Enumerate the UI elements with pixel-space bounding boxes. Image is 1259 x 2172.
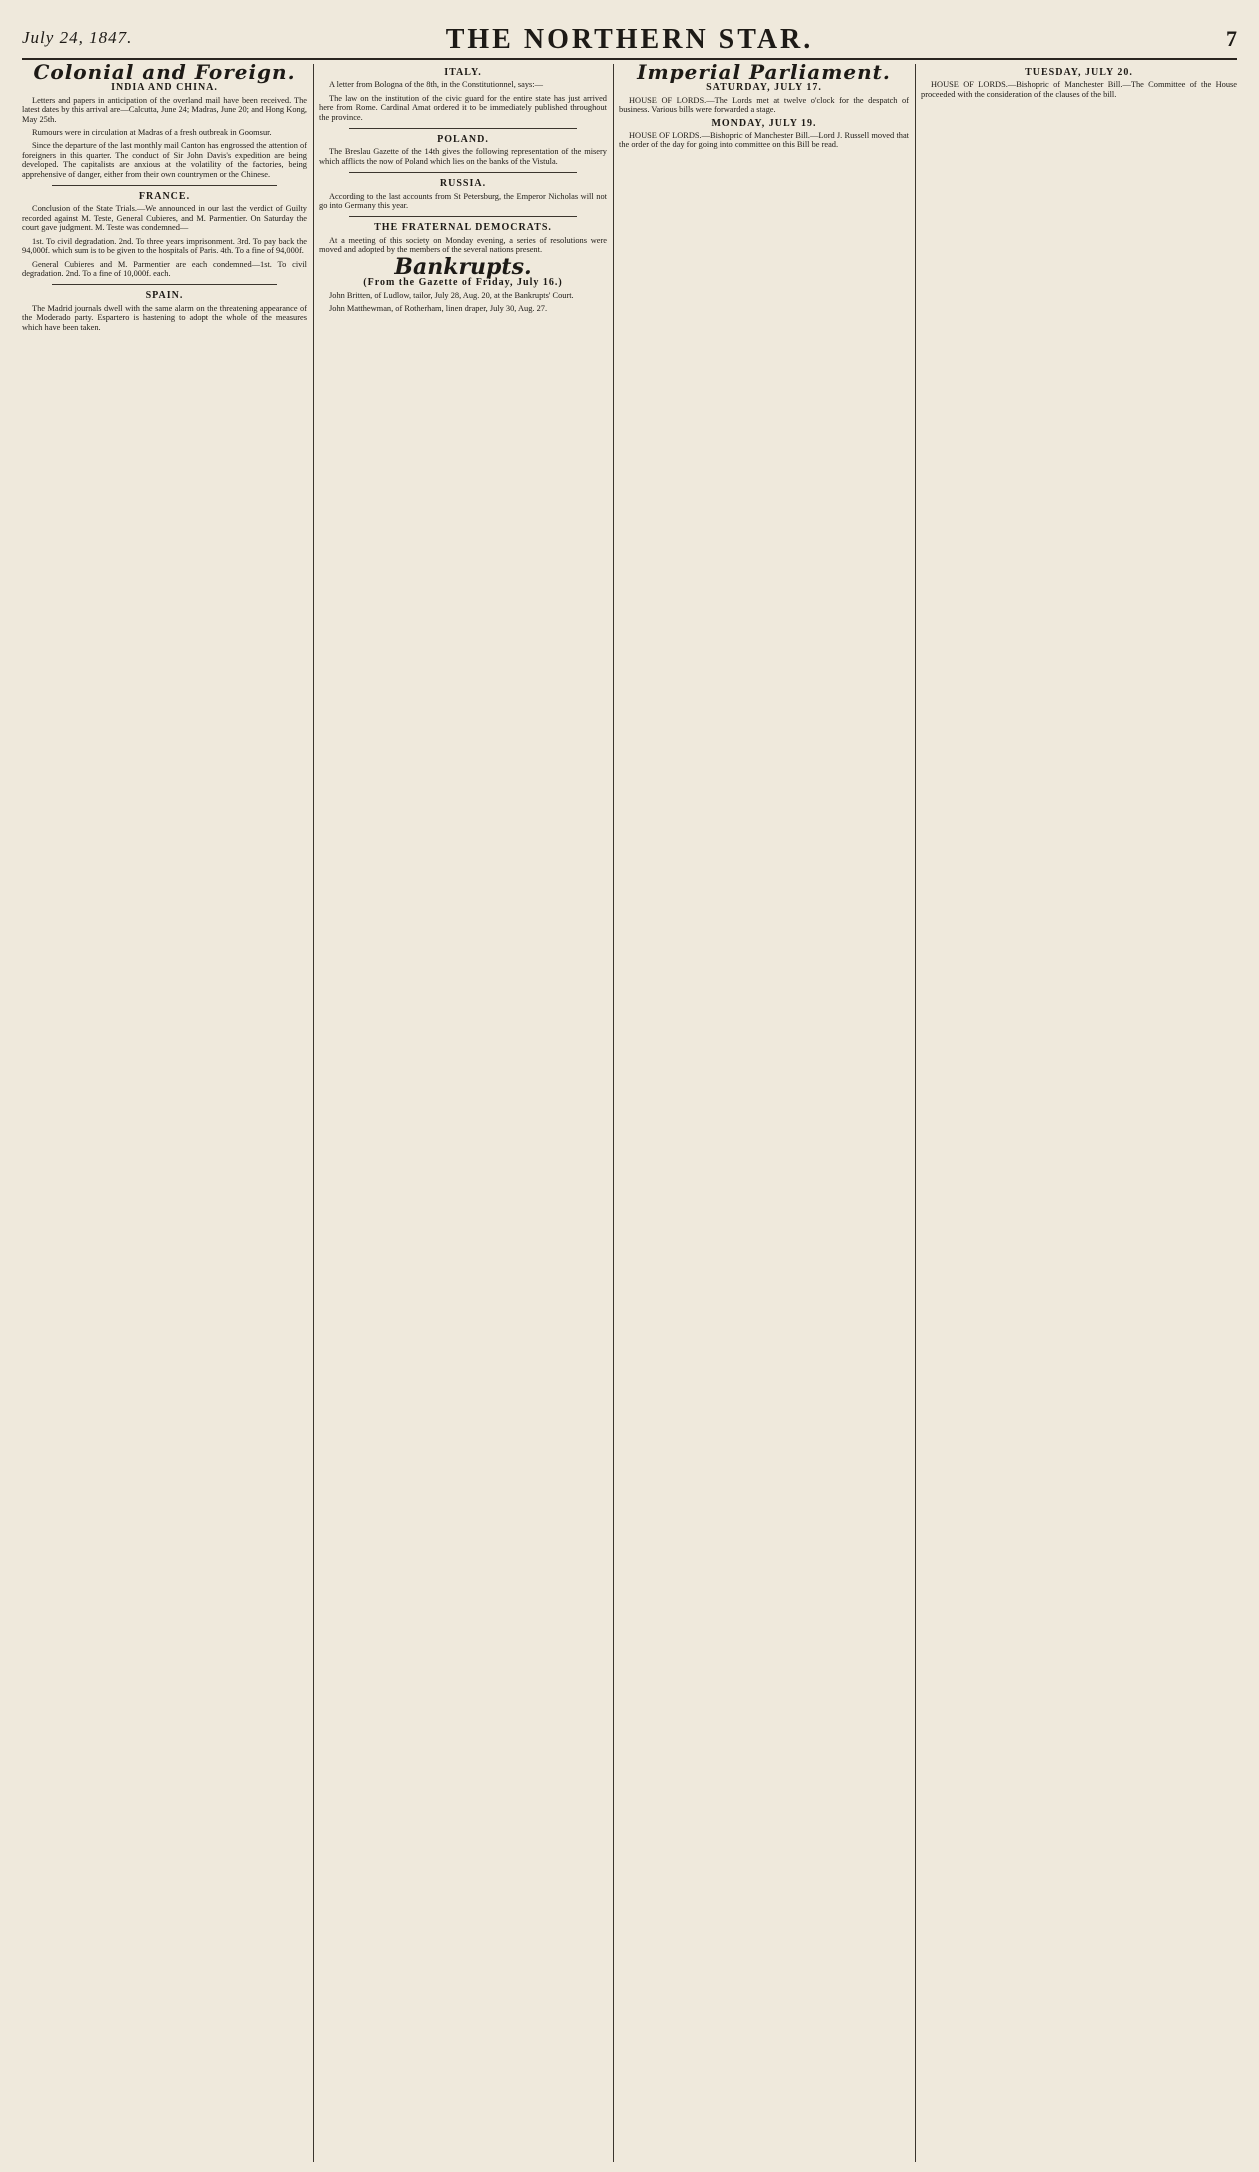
paragraph: Since the departure of the last monthly mail Canton has engrossed the attention of foreigners in this quarter. The conduct of Sir John Davis's expedition are being developed. The capitalists are anxious at the volatility of the factories, being apprehensive of danger, either from their own countrymen or the Chinese. xyxy=(22,141,307,179)
article-title: THE FRATERNAL DEMOCRATS. xyxy=(374,222,552,234)
article xyxy=(319,179,607,210)
article-title: POLAND. xyxy=(437,134,489,146)
paragraph: The Madrid journals dwell with the same alarm on the threatening appearance of the Moderado party. Espartero is hastening to adopt the whole of the measures which have been taken. xyxy=(22,303,307,332)
paragraph: Rumours were in circulation at Madras of a fresh outbreak in Goomsur. xyxy=(32,128,272,138)
section-heading: Colonial and Foreign. xyxy=(33,64,296,84)
page-number: 7 xyxy=(1226,26,1237,51)
article xyxy=(22,291,307,332)
paragraph: The Breslau Gazette of the 14th gives the following representation of the misery which afflicts the now of Poland which lies on the banks of the Vistula. xyxy=(319,147,607,166)
article xyxy=(619,119,909,150)
columns xyxy=(22,64,1237,2162)
divider xyxy=(349,216,577,217)
article xyxy=(22,83,307,179)
column-2 xyxy=(319,64,607,2162)
section-heading: Imperial Parliament. xyxy=(637,64,891,84)
divider xyxy=(52,185,277,186)
article xyxy=(319,223,607,254)
issue-date: July 24, 1847. xyxy=(22,28,133,47)
bankrupt-entry: John Matthewman, of Rotherham, linen draper, July 30, Aug. 27. xyxy=(329,303,548,313)
paragraph: HOUSE OF LORDS.—Bishopric of Manchester Bill.—The Committee of the House proceeded with the consideration of the clauses of the bill. xyxy=(921,80,1237,99)
divider xyxy=(349,172,577,173)
paragraph: HOUSE OF LORDS.—Bishopric of Manchester Bill.—Lord J. Russell moved that the order of the day for going into committee on this Bill be read. xyxy=(619,131,909,150)
newspaper-title: THE NORTHERN STAR. xyxy=(445,24,814,55)
article xyxy=(22,192,307,278)
bankrupts-heading: Bankrupts. xyxy=(394,253,532,280)
column-rule xyxy=(915,64,916,2162)
article-title: TUESDAY, JULY 20. xyxy=(1025,67,1133,78)
article xyxy=(319,135,607,166)
column-4 xyxy=(921,64,1237,2162)
article-title: SPAIN. xyxy=(145,290,184,302)
paragraph: At a meeting of this society on Monday evening, a series of resolutions were moved and adopted by the members of the several nations present. xyxy=(319,235,607,255)
column-3 xyxy=(619,64,909,2162)
bankrupts-subheading: (From the Gazette of Friday, July 16.) xyxy=(363,277,563,289)
paragraph: A letter from Bologna of the 8th, in the Constitutionnel, says:— xyxy=(329,80,544,90)
article-title: SATURDAY, JULY 17. xyxy=(706,82,822,94)
divider xyxy=(52,284,277,285)
article xyxy=(619,83,909,114)
paragraph: Letters and papers in anticipation of the overland mail have been received. The latest dates by this arrival are—Calcutta, June 24; Madras, June 20; and Hong Kong, May 25th. xyxy=(22,95,307,124)
article-title: ITALY. xyxy=(444,67,482,78)
article-title: INDIA AND CHINA. xyxy=(111,82,218,94)
paragraph: Conclusion of the State Trials.—We announced in our last the verdict of Guilty recorded against M. Teste, General Cubieres, and M. Parmentier. On Saturday the court gave judgment. M. Teste was condemned— xyxy=(22,204,307,233)
bankrupt-entry: John Britten, of Ludlow, tailor, July 28, Aug. 20, at the Bankrupts' Court. xyxy=(329,290,574,300)
column-rule xyxy=(313,64,314,2162)
article xyxy=(319,68,607,122)
column-rule xyxy=(613,64,614,2162)
paragraph: HOUSE OF LORDS.—The Lords met at twelve o'clock for the despatch of business. Various bills were forwarded a stage. xyxy=(619,95,909,115)
article xyxy=(921,68,1237,99)
article-title: RUSSIA. xyxy=(439,178,487,190)
masthead xyxy=(22,18,1237,60)
article-title: FRANCE. xyxy=(138,191,191,203)
paragraph: According to the last accounts from St Petersburg, the Emperor Nicholas will not go into Germany this year. xyxy=(319,191,607,211)
paragraph: The law on the institution of the civic guard for the entire state has just arrived here from Rome. Cardinal Amat ordered it to be immediately published throughout the province. xyxy=(319,93,607,122)
paragraph: General Cubieres and M. Parmentier are each condemned—1st. To civil degradation. 2nd. To a fine of 10,000f. each. xyxy=(22,259,307,278)
article-title: MONDAY, JULY 19. xyxy=(711,117,817,129)
divider xyxy=(349,128,577,129)
paragraph: 1st. To civil degradation. 2nd. To three years imprisonment. 3rd. To pay back the 94,000f. which sum is to be given to the hospitals of Paris. 4th. To a fine of 94,000f. xyxy=(22,236,307,256)
column-1 xyxy=(22,64,307,2162)
